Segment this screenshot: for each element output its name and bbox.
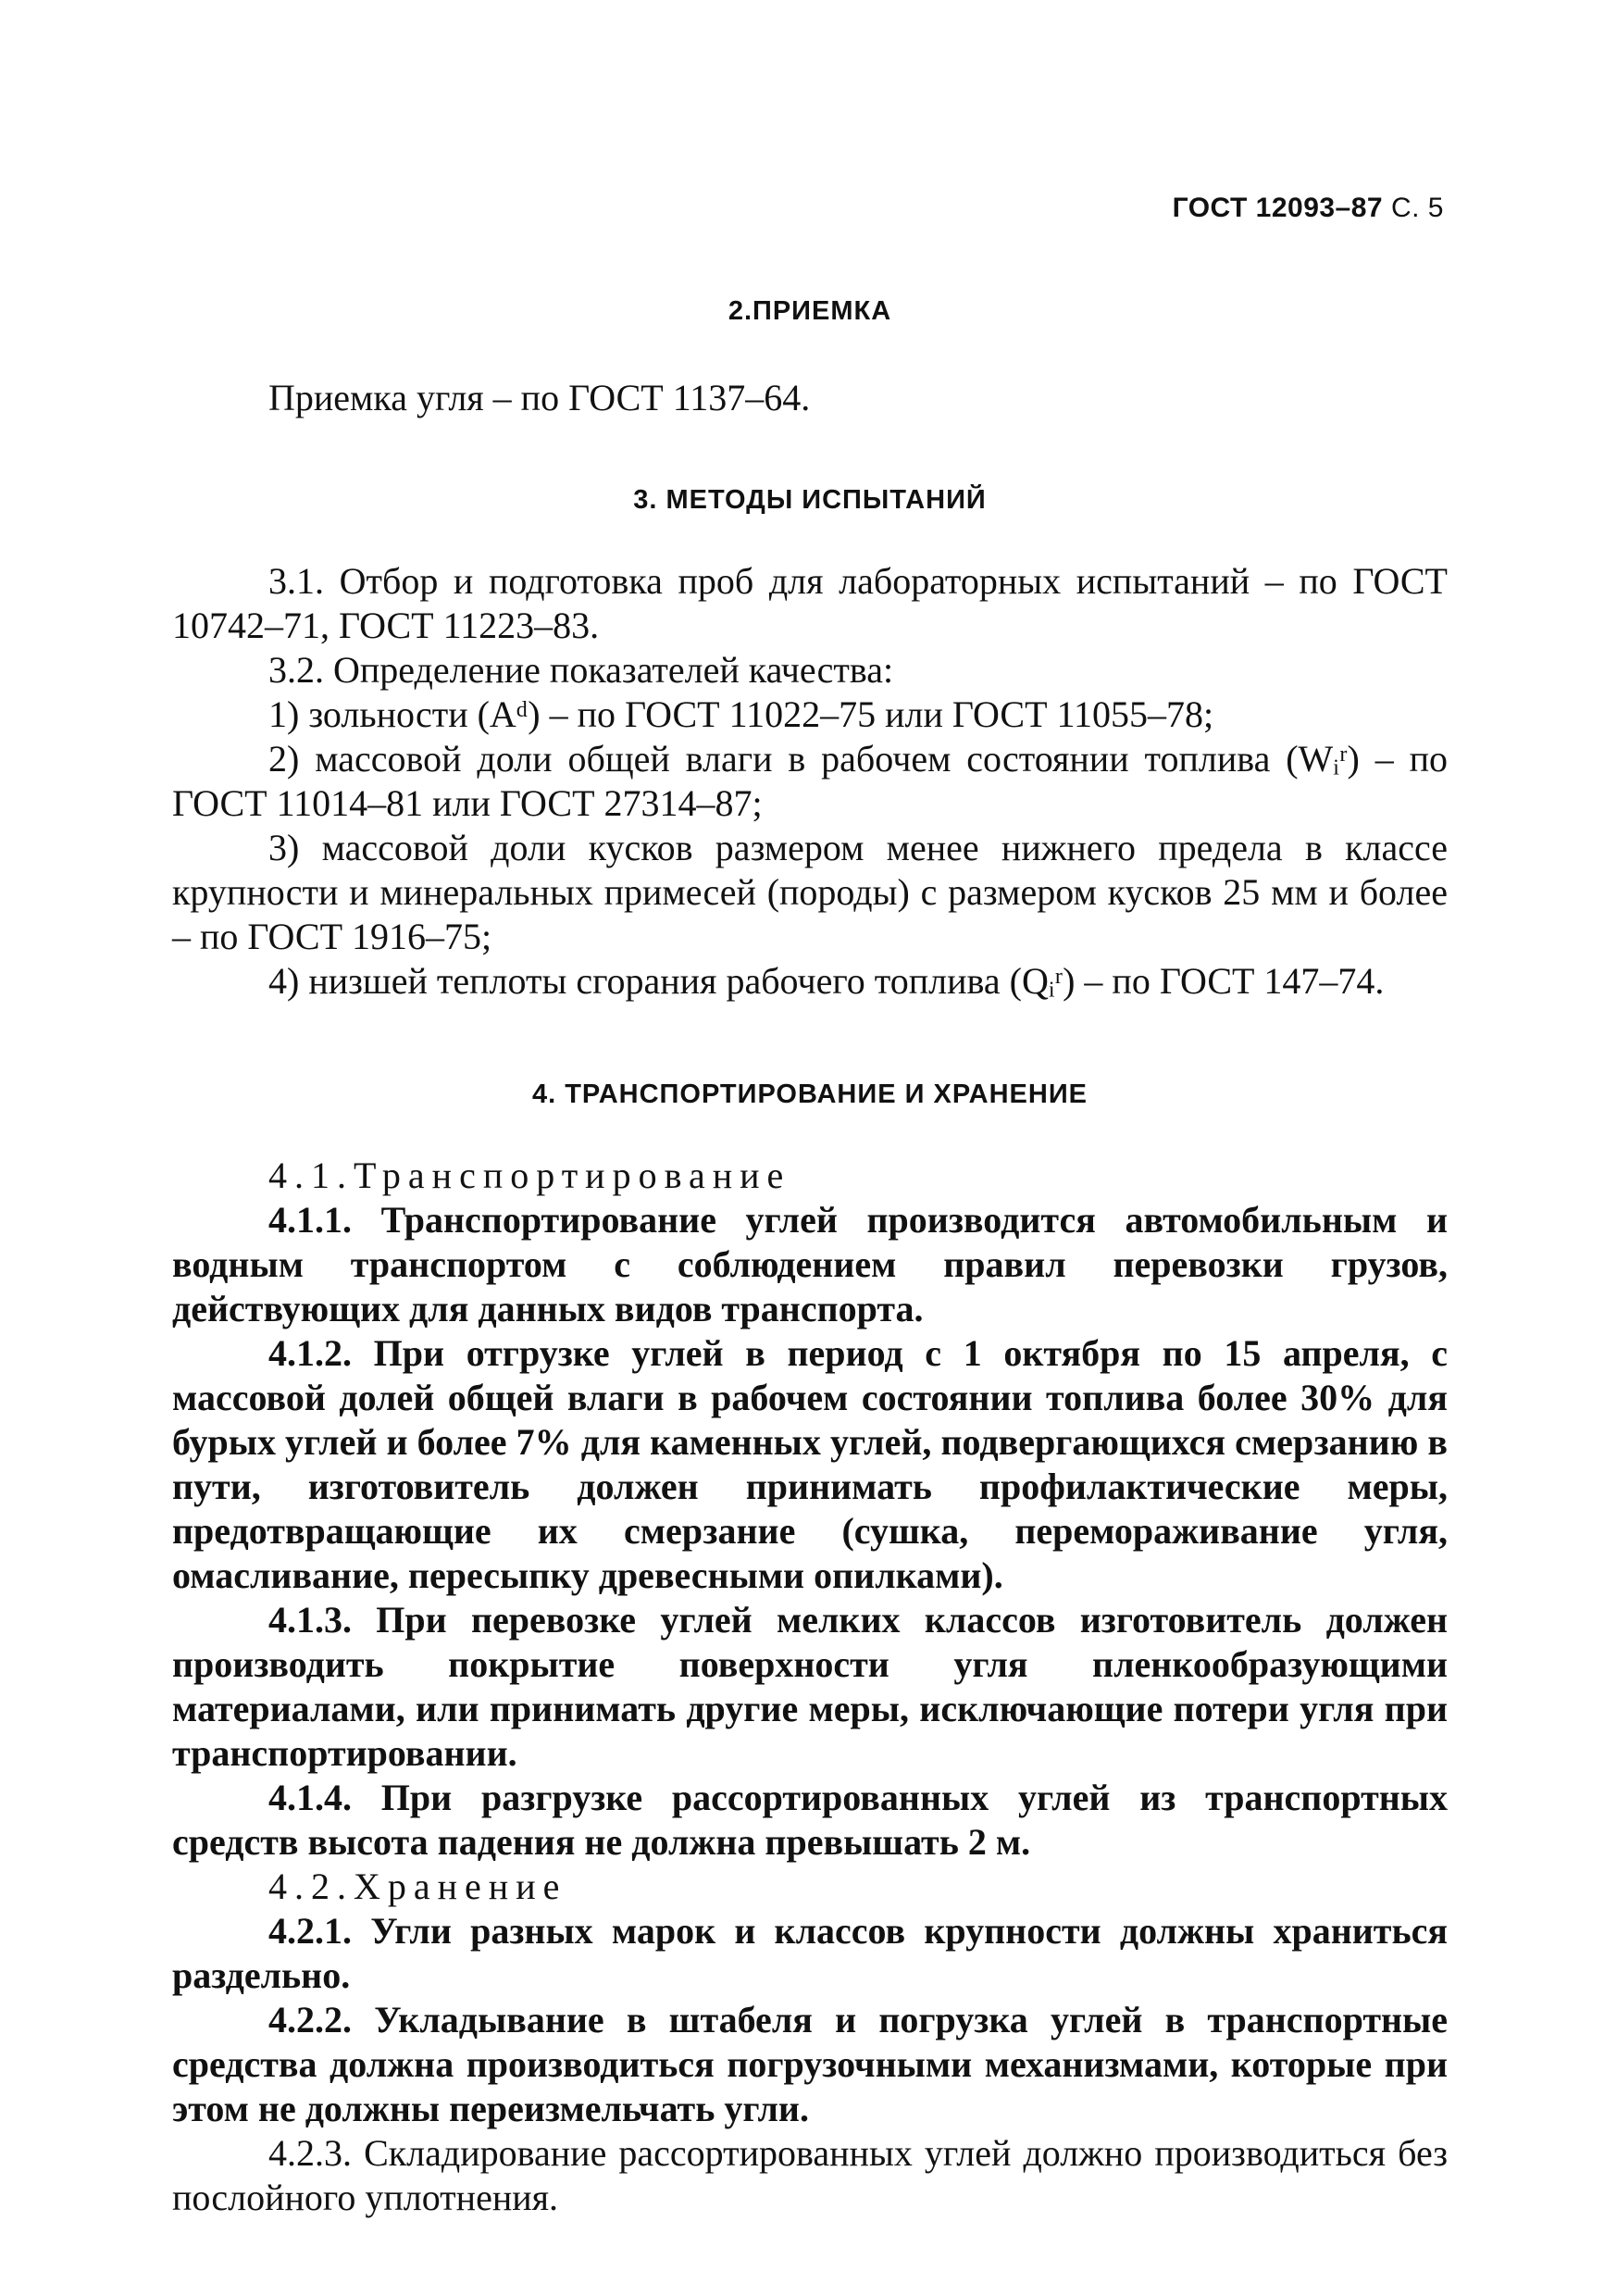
subheading-transportation: 4.1.Транспортирование — [268, 1154, 791, 1196]
document-body — [172, 278, 1448, 2220]
section-heading-test-methods: 3. МЕТОДЫ ИСПЫТАНИЙ — [633, 485, 987, 515]
standard-number: ГОСТ 12093–87 — [1172, 193, 1384, 223]
paragraph-4-2-3: 4.2.3. Складирование рассортированных углей должно производиться без послойного уплотнения. — [172, 2132, 1448, 2218]
page-number: С. 5 — [1390, 193, 1444, 223]
list-item-1: 1) зольности (Aᵈ) – по ГОСТ 11022–75 или ГОСТ 11055–78; — [268, 693, 1214, 735]
page-header — [1111, 193, 1444, 224]
subheading-storage: 4.2.Хранение — [268, 1866, 567, 1907]
acceptance-text: Приемка угля – по ГОСТ 1137–64. — [268, 377, 811, 418]
paragraph-3-2: 3.2. Определение показателей качества: — [268, 649, 894, 691]
paragraph-4-2-1: 4.2.1. Угли разных марок и классов крупности должны храниться раздельно. — [172, 1910, 1448, 1996]
paragraph-4-2-2: 4.2.2. Укладывание в штабеля и погрузка углей в транспортные средства должна производиться погрузочными механизмами, которые при этом не должны переизмельчать угли. — [172, 1999, 1448, 2129]
list-item-3: 3) массовой доли кусков размером менее нижнего предела в классе крупности и минеральных примесей (породы) с размером кусков 25 мм и более – по ГОСТ 1916–75; — [172, 827, 1448, 957]
paragraph-3-1: 3.1. Отбор и подготовка проб для лабораторных испытаний – по ГОСТ 10742–71, ГОСТ 11223–83. — [172, 560, 1448, 646]
paragraph-4-1-4: 4.1.4. При разгрузке рассортированных углей из транспортных средств высота падения не должна превышать 2 м. — [172, 1777, 1448, 1863]
list-item-2: 2) массовой доли общей влаги в рабочем состоянии топлива (Wᵢʳ) – по ГОСТ 11014–81 или ГОСТ 27314–87; — [172, 738, 1448, 824]
paragraph-4-1-1: 4.1.1. Транспортирование углей производится автомобильным и водным транспортом с соблюдением правил перевозки грузов, действующих для данных видов транспорта. — [172, 1199, 1448, 1329]
paragraph-4-1-3: 4.1.3. При перевозке углей мелких классов изготовитель должен производить покрытие поверхности угля пленкообразующими материалами, или принимать другие меры, исключающие потери угля при транспортировании. — [172, 1599, 1448, 1774]
section-heading-acceptance: 2.ПРИЕМКА — [728, 296, 892, 326]
paragraph-4-1-2: 4.1.2. При отгрузке углей в период с 1 октября по 15 апреля, с массовой долей общей влаги в рабочем состоянии топлива более 30% для бурых углей и более 7% для каменных углей, подвергающихся смерзанию в пути, изготовитель должен принимать профилактические меры, предотвращающие их смерзание (сушка, перемораживание угля, омасливание, пересыпку древесными опилками). — [172, 1332, 1448, 1596]
list-item-4: 4) низшей теплоты сгорания рабочего топлива (Qᵢʳ) – по ГОСТ 147–74. — [268, 960, 1385, 1002]
section-heading-transport-storage: 4. ТРАНСПОРТИРОВАНИЕ И ХРАНЕНИЕ — [531, 1079, 1088, 1109]
